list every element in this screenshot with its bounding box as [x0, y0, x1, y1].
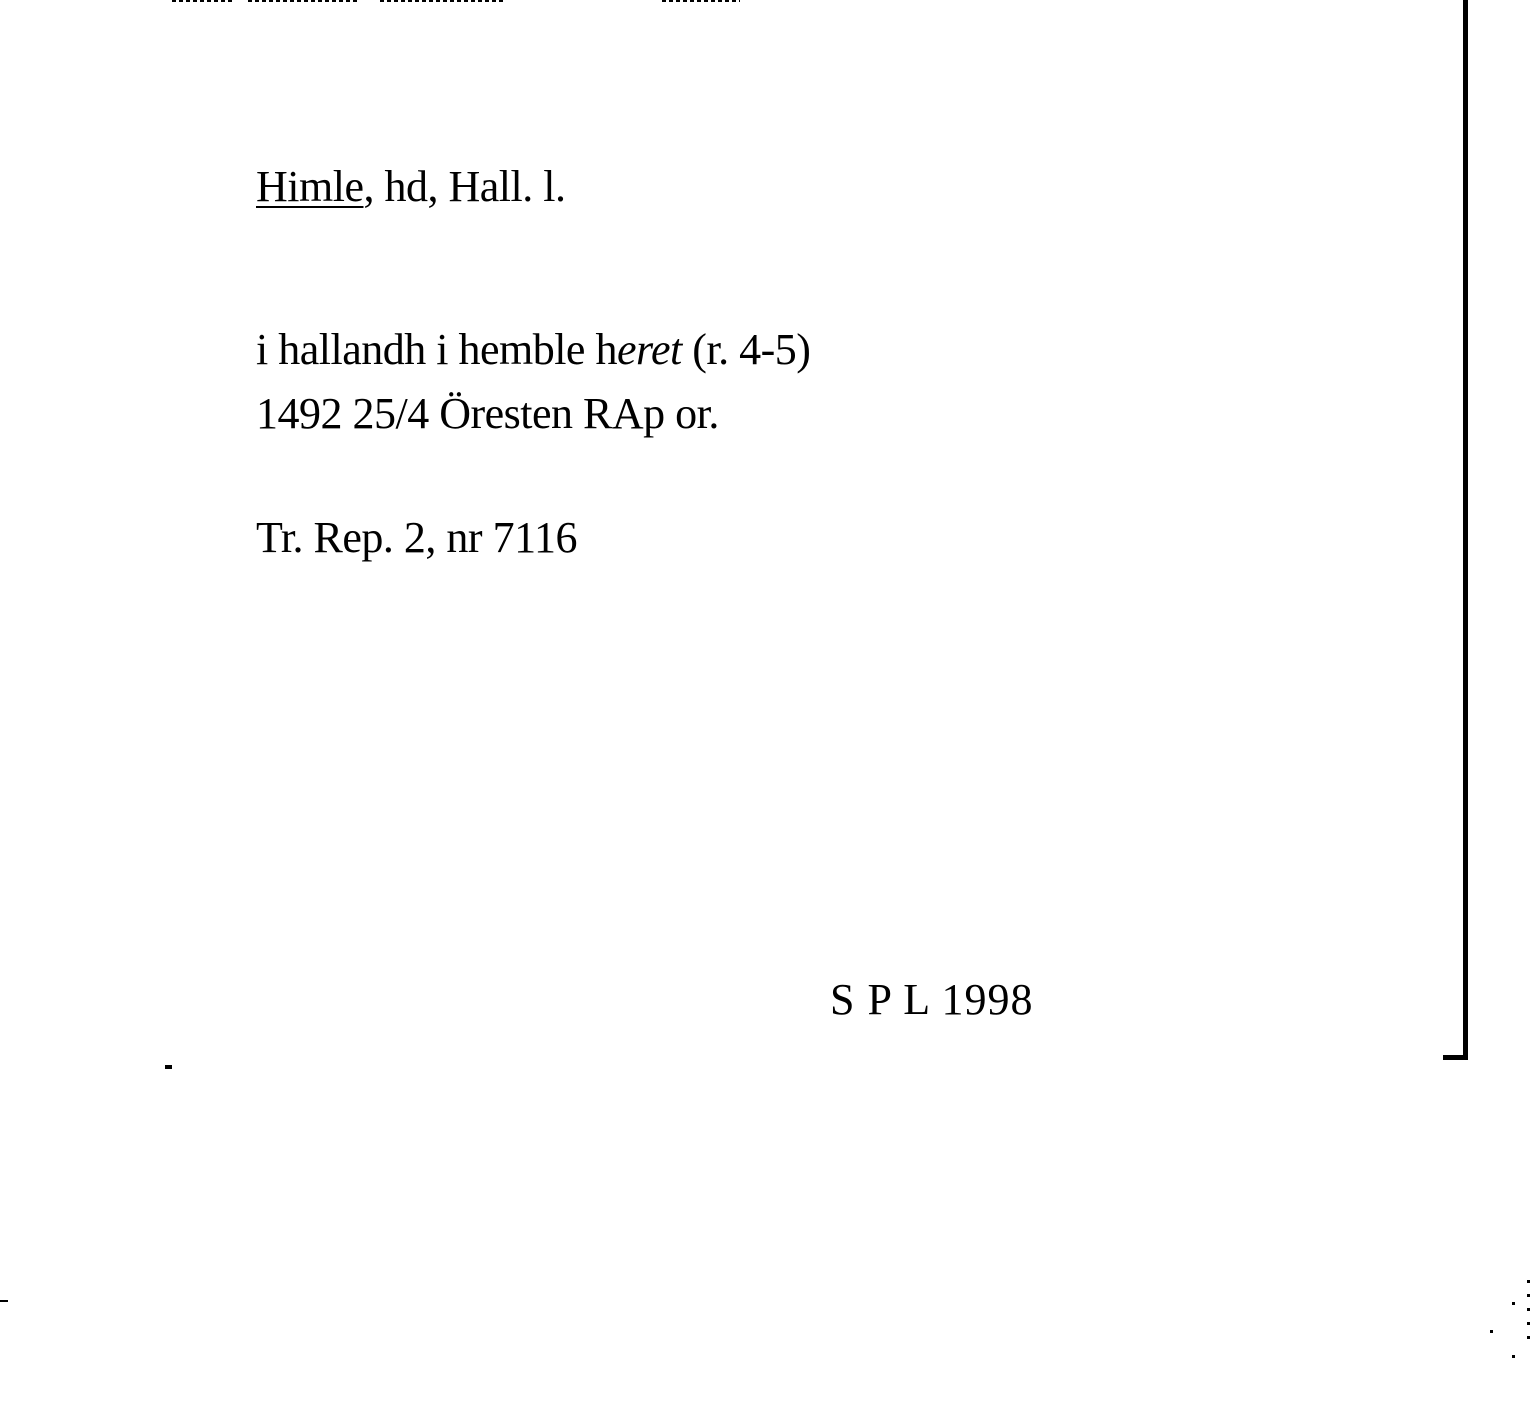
scan-edge-mark — [248, 0, 360, 2]
quote-line — [256, 325, 811, 374]
scan-edge-mark — [662, 0, 740, 2]
source-line: 1492 25/4 Öresten RAp or. — [256, 389, 719, 438]
quote-italic-text: eret — [616, 325, 682, 374]
quote-text: i hallandh i hemble h — [256, 325, 617, 374]
reference-line: Tr. Rep. 2, nr 7116 — [256, 513, 577, 562]
scan-speck — [1512, 1355, 1515, 1358]
scan-speck — [165, 1065, 172, 1069]
scan-speck — [1490, 1330, 1493, 1333]
heading-line — [256, 162, 566, 211]
headword: Himle — [256, 162, 364, 211]
heading-details: , hd, Hall. l. — [363, 162, 566, 211]
scan-speck — [1512, 1302, 1515, 1305]
quote-location: (r. 4-5) — [681, 325, 811, 374]
scan-speck — [0, 1300, 8, 1302]
signature: S P L 1998 — [830, 975, 1034, 1024]
card-corner-mark — [1443, 1055, 1468, 1060]
scan-edge-mark — [172, 0, 232, 2]
scan-edge-mark — [380, 0, 505, 2]
scan-speck — [1527, 1280, 1530, 1350]
card-right-edge — [1463, 0, 1468, 1060]
